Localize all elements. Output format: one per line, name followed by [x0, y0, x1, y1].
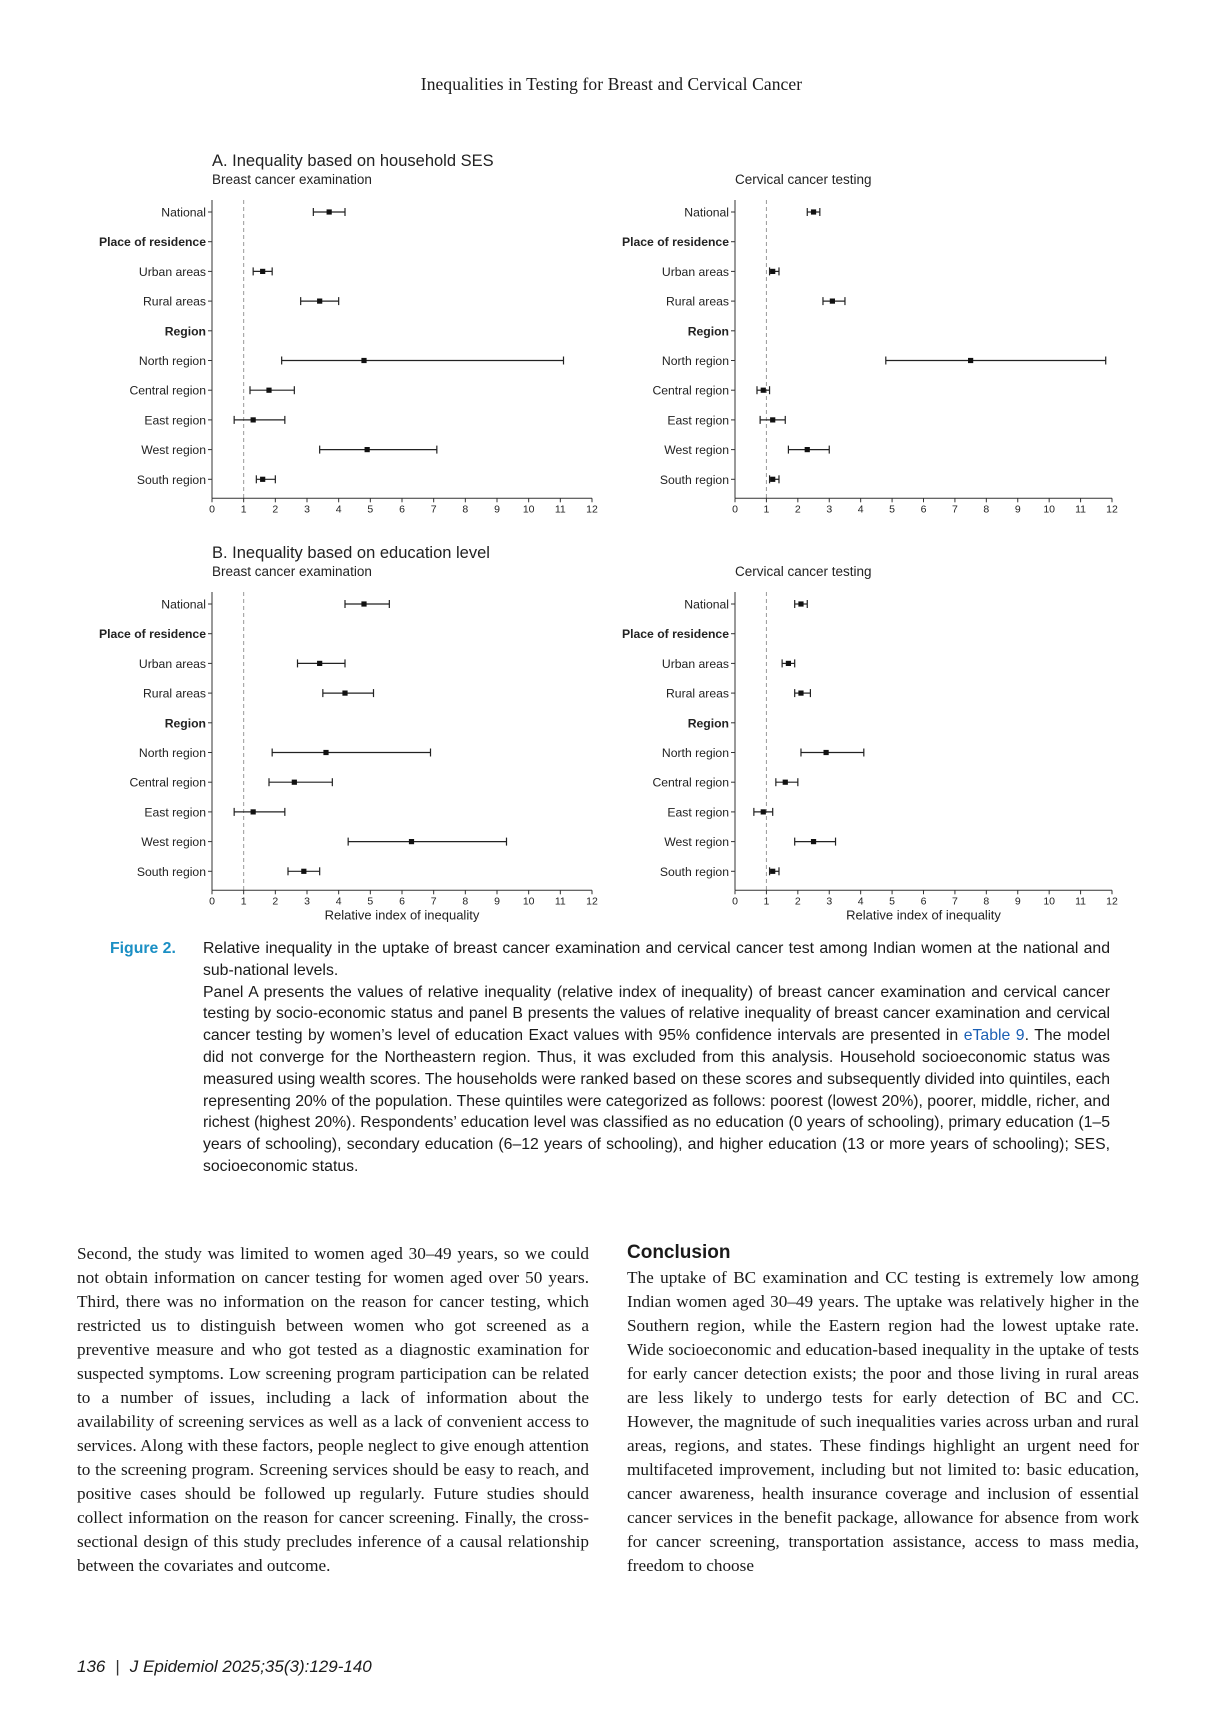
- row-label: East region: [144, 413, 206, 428]
- point-estimate: [317, 299, 322, 304]
- row-label: West region: [664, 443, 729, 458]
- point-estimate: [770, 477, 775, 482]
- row-label: Urban areas: [661, 656, 729, 671]
- row-label: West region: [664, 835, 729, 850]
- caption-title: Relative inequality in the uptake of breast cancer examination and cervical cancer test among Indian women at the national and sub-national levels.: [203, 940, 1110, 979]
- x-tick-label: 11: [554, 503, 566, 516]
- x-tick-label: 4: [857, 503, 864, 516]
- panel-title: B. Inequality based on education level: [212, 544, 490, 562]
- page-footer: [77, 1657, 372, 1677]
- footer-separator: |: [115, 1657, 120, 1676]
- point-estimate: [327, 209, 332, 214]
- point-estimate: [251, 809, 256, 814]
- point-estimate: [968, 358, 973, 363]
- row-label: South region: [659, 472, 729, 487]
- x-tick-label: 1: [763, 895, 770, 908]
- x-tick-label: 9: [1014, 503, 1021, 516]
- row-label: West region: [141, 443, 206, 458]
- row-label: East region: [667, 805, 729, 820]
- point-estimate: [770, 417, 775, 422]
- x-tick-label: 2: [794, 895, 801, 908]
- x-tick-label: 2: [794, 503, 801, 516]
- x-tick-label: 5: [367, 895, 374, 908]
- x-tick-label: 11: [554, 895, 566, 908]
- row-label: West region: [141, 835, 206, 850]
- panel-subtitle: Cervical cancer testing: [735, 564, 872, 579]
- row-label: Central region: [129, 383, 206, 398]
- x-tick-label: 5: [367, 503, 374, 516]
- x-tick-label: 6: [399, 895, 405, 908]
- x-axis-label: Relative index of inequality: [846, 907, 1001, 923]
- group-header-label: Place of residence: [621, 235, 729, 250]
- point-estimate: [317, 661, 322, 666]
- x-tick-label: 4: [857, 895, 864, 908]
- x-tick-label: 12: [1106, 503, 1118, 516]
- caption-text-part1: Panel A presents the values of relative inequality (relative index of inequality) of breast cancer examination and cervical cancer testing by socio-economic status and panel B presents the values of relative inequality of breast cancer examination and cervical cancer testing by women’s level of education Exact values with 95% confidence intervals are presented in: [203, 983, 1110, 1045]
- x-tick-label: 7: [430, 503, 437, 516]
- x-tick-label: 3: [304, 503, 310, 516]
- etable-link[interactable]: eTable 9: [963, 1027, 1025, 1045]
- row-label: National: [161, 597, 206, 612]
- x-tick-label: 8: [462, 503, 469, 516]
- point-estimate: [361, 601, 366, 606]
- row-label: National: [684, 205, 729, 220]
- x-tick-label: 8: [983, 503, 990, 516]
- x-tick-label: 8: [462, 895, 469, 908]
- x-tick-label: 11: [1075, 503, 1087, 516]
- point-estimate: [824, 750, 829, 755]
- x-tick-label: 10: [522, 503, 535, 516]
- point-estimate: [342, 691, 347, 696]
- x-tick-label: 9: [494, 895, 500, 908]
- point-estimate: [783, 780, 788, 785]
- x-tick-label: 7: [951, 895, 958, 908]
- figure-caption: [110, 938, 1110, 1178]
- panel-subtitle: Breast cancer examination: [212, 172, 372, 187]
- point-estimate: [786, 661, 791, 666]
- group-header-label: Region: [164, 324, 206, 339]
- point-estimate: [260, 269, 265, 274]
- point-estimate: [251, 417, 256, 422]
- x-tick-label: 3: [826, 503, 833, 516]
- point-estimate: [805, 447, 810, 452]
- group-header-label: Place of residence: [98, 235, 206, 250]
- x-tick-label: 0: [209, 503, 215, 516]
- x-tick-label: 2: [272, 503, 279, 516]
- right-column: [627, 1242, 1139, 1578]
- x-tick-label: 0: [732, 503, 738, 516]
- group-header-label: Region: [687, 716, 729, 731]
- x-tick-label: 12: [586, 895, 598, 908]
- x-tick-label: 7: [951, 503, 958, 516]
- row-label: North region: [138, 354, 206, 368]
- x-tick-label: 4: [335, 503, 342, 516]
- group-header-label: Place of residence: [621, 627, 729, 642]
- x-axis-label: Relative index of inequality: [324, 907, 480, 923]
- x-tick-label: 1: [763, 503, 770, 516]
- point-estimate: [365, 447, 370, 452]
- row-label: South region: [136, 472, 206, 487]
- page-number: 136: [77, 1657, 106, 1676]
- x-tick-label: 11: [1075, 895, 1087, 908]
- row-label: North region: [661, 746, 729, 760]
- point-estimate: [798, 691, 803, 696]
- row-label: South region: [136, 864, 206, 879]
- x-tick-label: 12: [586, 503, 598, 516]
- point-estimate: [409, 839, 414, 844]
- x-tick-label: 2: [272, 895, 279, 908]
- limitations-paragraph: Second, the study was limited to women aged 30–49 years, so we could not obtain information on cancer testing for women aged over 50 years. Third, there was no information on the reason for cancer testing, which restricted us to distinguish between women who got screened as a preventive measure and who got tested as a diagnostic examination for suspected symptoms. Low screening program participation can be related to a number of issues, including a lack of information about the availability of screening services as well as a lack of convenient access to services. Along with these factors, people neglect to give enough attention to the screening program. Screening services should be easy to reach, and positive cases should be followed up regularly. Future studies should collect information on the reason for cancer screening. Finally, the cross-sectional design of this study precludes inference of a causal relationship between the covariates and outcome.: [77, 1244, 589, 1575]
- point-estimate: [798, 601, 803, 606]
- panel-subtitle: Breast cancer examination: [212, 564, 372, 579]
- x-tick-label: 5: [889, 895, 896, 908]
- row-label: Urban areas: [138, 656, 206, 671]
- point-estimate: [761, 809, 766, 814]
- row-label: Rural areas: [143, 686, 206, 701]
- journal-citation: J Epidemiol 2025;35(3):129-140: [129, 1657, 372, 1676]
- left-column: [77, 1242, 589, 1578]
- x-tick-label: 10: [522, 895, 535, 908]
- x-tick-label: 0: [732, 895, 738, 908]
- x-tick-label: 8: [983, 895, 990, 908]
- group-header-label: Region: [164, 716, 206, 731]
- x-tick-label: 9: [1014, 895, 1021, 908]
- caption-text-part2: . The model did not converge for the Northeastern region. Thus, it was excluded from this analysis. Household socioeconomic status was measured using wealth scores. The households were ranked based on these scores and subsequently divided into quintiles, each representing 20% of the population. These quintiles were categorized as follows: poorest (lowest 20%), poorer, middle, richer, and richest (highest 20%). Respondents’ education level was classified as no education (0 years of schooling), primary education (1–5 years of schooling), secondary education (6–12 years of schooling), and higher education (13 or more years of schooling); SES, socioeconomic status.: [203, 1027, 1110, 1175]
- row-label: Rural areas: [666, 686, 729, 701]
- caption-notes: [203, 982, 1110, 1178]
- panel-subtitle: Cervical cancer testing: [735, 172, 872, 187]
- x-tick-label: 12: [1106, 895, 1118, 908]
- x-tick-label: 6: [920, 503, 927, 516]
- point-estimate: [830, 299, 835, 304]
- x-tick-label: 0: [209, 895, 215, 908]
- running-title: Inequalities in Testing for Breast and Cervical Cancer: [420, 74, 803, 94]
- row-label: North region: [661, 354, 729, 368]
- x-tick-label: 10: [1043, 895, 1056, 908]
- conclusion-paragraph: The uptake of BC examination and CC testing is extremely low among Indian women aged 30–49 years. The uptake was relatively higher in the Southern region, while the Eastern region had the lowest uptake rate. Wide socioeconomic and education-based inequality in the uptake of tests for early cancer detection exists; the poor and those living in rural areas are less likely to undergo tests for early detection of BC and CC. However, the magnitude of such inequalities varies across urban and rural areas, regions, and states. These findings highlight an urgent need for multifaceted improvement, including but not limited to: basic education, cancer awareness, health insurance coverage and inclusion of essential cancer services in the benefit package, allowance for absence from work for cancer screening, transportation assistance, access to mass media, freedom to choose: [627, 1268, 1139, 1575]
- caption-body: [203, 938, 1110, 1178]
- x-tick-label: 5: [889, 503, 896, 516]
- x-tick-label: 1: [240, 503, 247, 516]
- row-label: National: [161, 205, 206, 220]
- row-label: East region: [144, 805, 206, 820]
- x-tick-label: 10: [1043, 503, 1056, 516]
- group-header-label: Place of residence: [98, 627, 206, 642]
- figure-label: Figure 2.: [110, 940, 176, 957]
- point-estimate: [361, 358, 366, 363]
- x-tick-label: 4: [335, 895, 342, 908]
- row-label: Central region: [652, 383, 729, 398]
- point-estimate: [770, 269, 775, 274]
- conclusion-heading: Conclusion: [627, 1242, 731, 1263]
- group-header-label: Region: [687, 324, 729, 339]
- row-label: South region: [659, 864, 729, 879]
- point-estimate: [761, 388, 766, 393]
- row-label: Rural areas: [143, 294, 206, 309]
- point-estimate: [770, 869, 775, 874]
- x-tick-label: 6: [399, 503, 405, 516]
- point-estimate: [811, 839, 816, 844]
- row-label: Central region: [652, 775, 729, 790]
- point-estimate: [301, 869, 306, 874]
- panel-title: A. Inequality based on household SES: [212, 152, 494, 170]
- row-label: Urban areas: [138, 264, 206, 279]
- point-estimate: [266, 388, 271, 393]
- x-tick-label: 3: [826, 895, 833, 908]
- x-tick-label: 7: [430, 895, 437, 908]
- row-label: Central region: [129, 775, 206, 790]
- point-estimate: [260, 477, 265, 482]
- row-label: National: [684, 597, 729, 612]
- point-estimate: [811, 209, 816, 214]
- x-tick-label: 9: [494, 503, 500, 516]
- x-tick-label: 3: [304, 895, 310, 908]
- row-label: Urban areas: [661, 264, 729, 279]
- x-tick-label: 1: [240, 895, 247, 908]
- x-tick-label: 6: [920, 895, 927, 908]
- point-estimate: [323, 750, 328, 755]
- point-estimate: [292, 780, 297, 785]
- row-label: East region: [667, 413, 729, 428]
- row-label: Rural areas: [666, 294, 729, 309]
- row-label: North region: [138, 746, 206, 760]
